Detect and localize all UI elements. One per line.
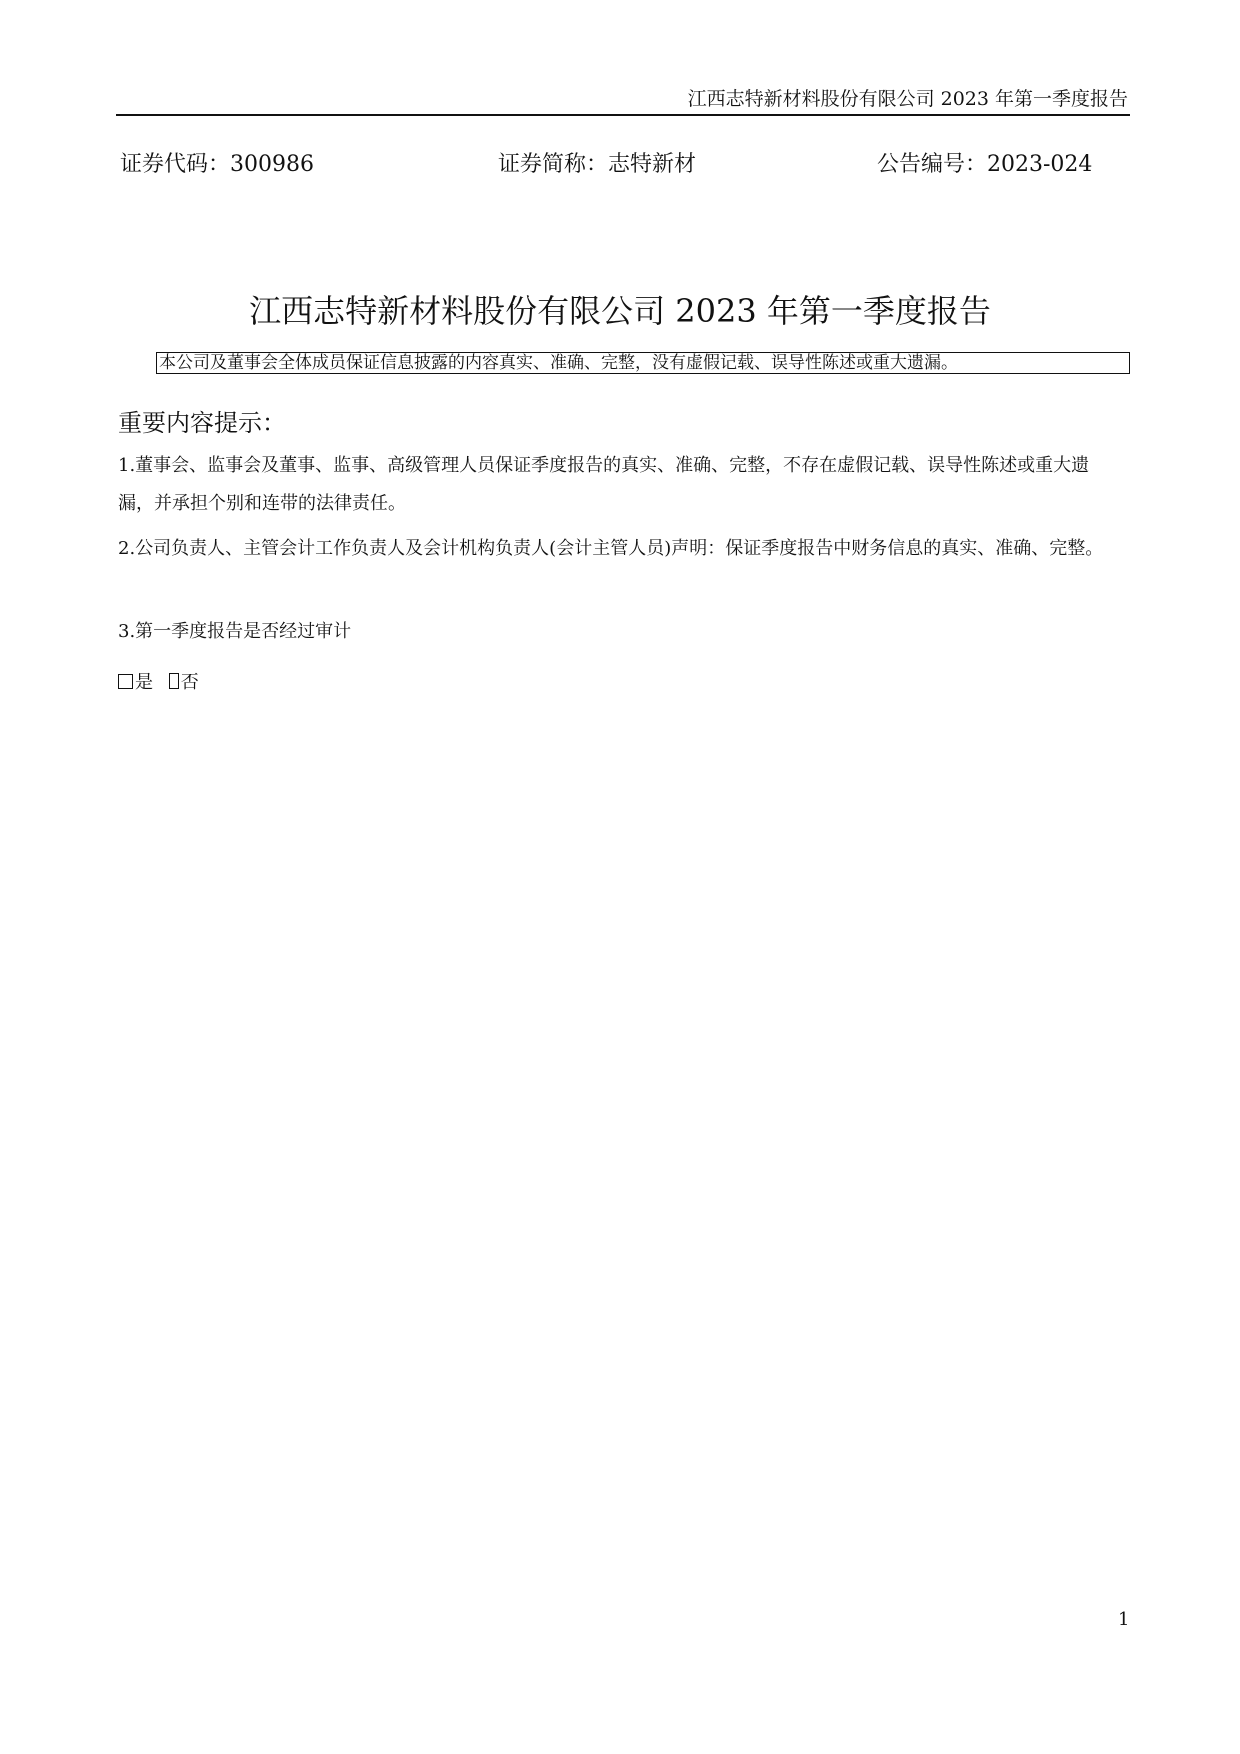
running-header-title: 江西志特新材料股份有限公司 2023 年第一季度报告 (687, 88, 1128, 110)
important-notes-heading: 重要内容提示： (118, 409, 286, 437)
document-title: 江西志特新材料股份有限公司 2023 年第一季度报告 (249, 292, 991, 330)
note-item-1: 1.董事会、监事会及董事、监事、高级管理人员保证季度报告的真实、准确、完整，不存在虚假记载、误导性陈述或重大遗漏，并承担个别和连带的法律责任。 (118, 455, 1090, 514)
audit-yes-label: 是 (135, 672, 153, 693)
security-code: 证券代码：300986 (120, 152, 314, 177)
disclosure-notice-text: 本公司及董事会全体成员保证信息披露的内容真实、准确、完整，没有虚假记载、误导性陈述或重大遗漏。 (159, 353, 958, 373)
note-item-2: 2.公司负责人、主管会计工作负责人及会计机构负责人(会计主管人员)声明：保证季度报告中财务信息的真实、准确、完整。 (118, 538, 1104, 559)
announcement-number: 公告编号：2023-024 (877, 152, 1093, 177)
audit-no-checkbox[interactable] (169, 673, 179, 689)
audit-no-label: 否 (180, 672, 199, 693)
security-info-row (120, 152, 1130, 180)
disclosure-notice-box (156, 352, 1130, 374)
page-number: 1 (1118, 1609, 1130, 1630)
audit-yes-checkbox[interactable] (118, 674, 133, 689)
running-header (116, 86, 1130, 116)
audit-options (118, 664, 1118, 702)
security-short-name: 证券简称：志特新材 (498, 152, 697, 177)
note-item-3: 3.第一季度报告是否经过审计 (118, 621, 352, 642)
